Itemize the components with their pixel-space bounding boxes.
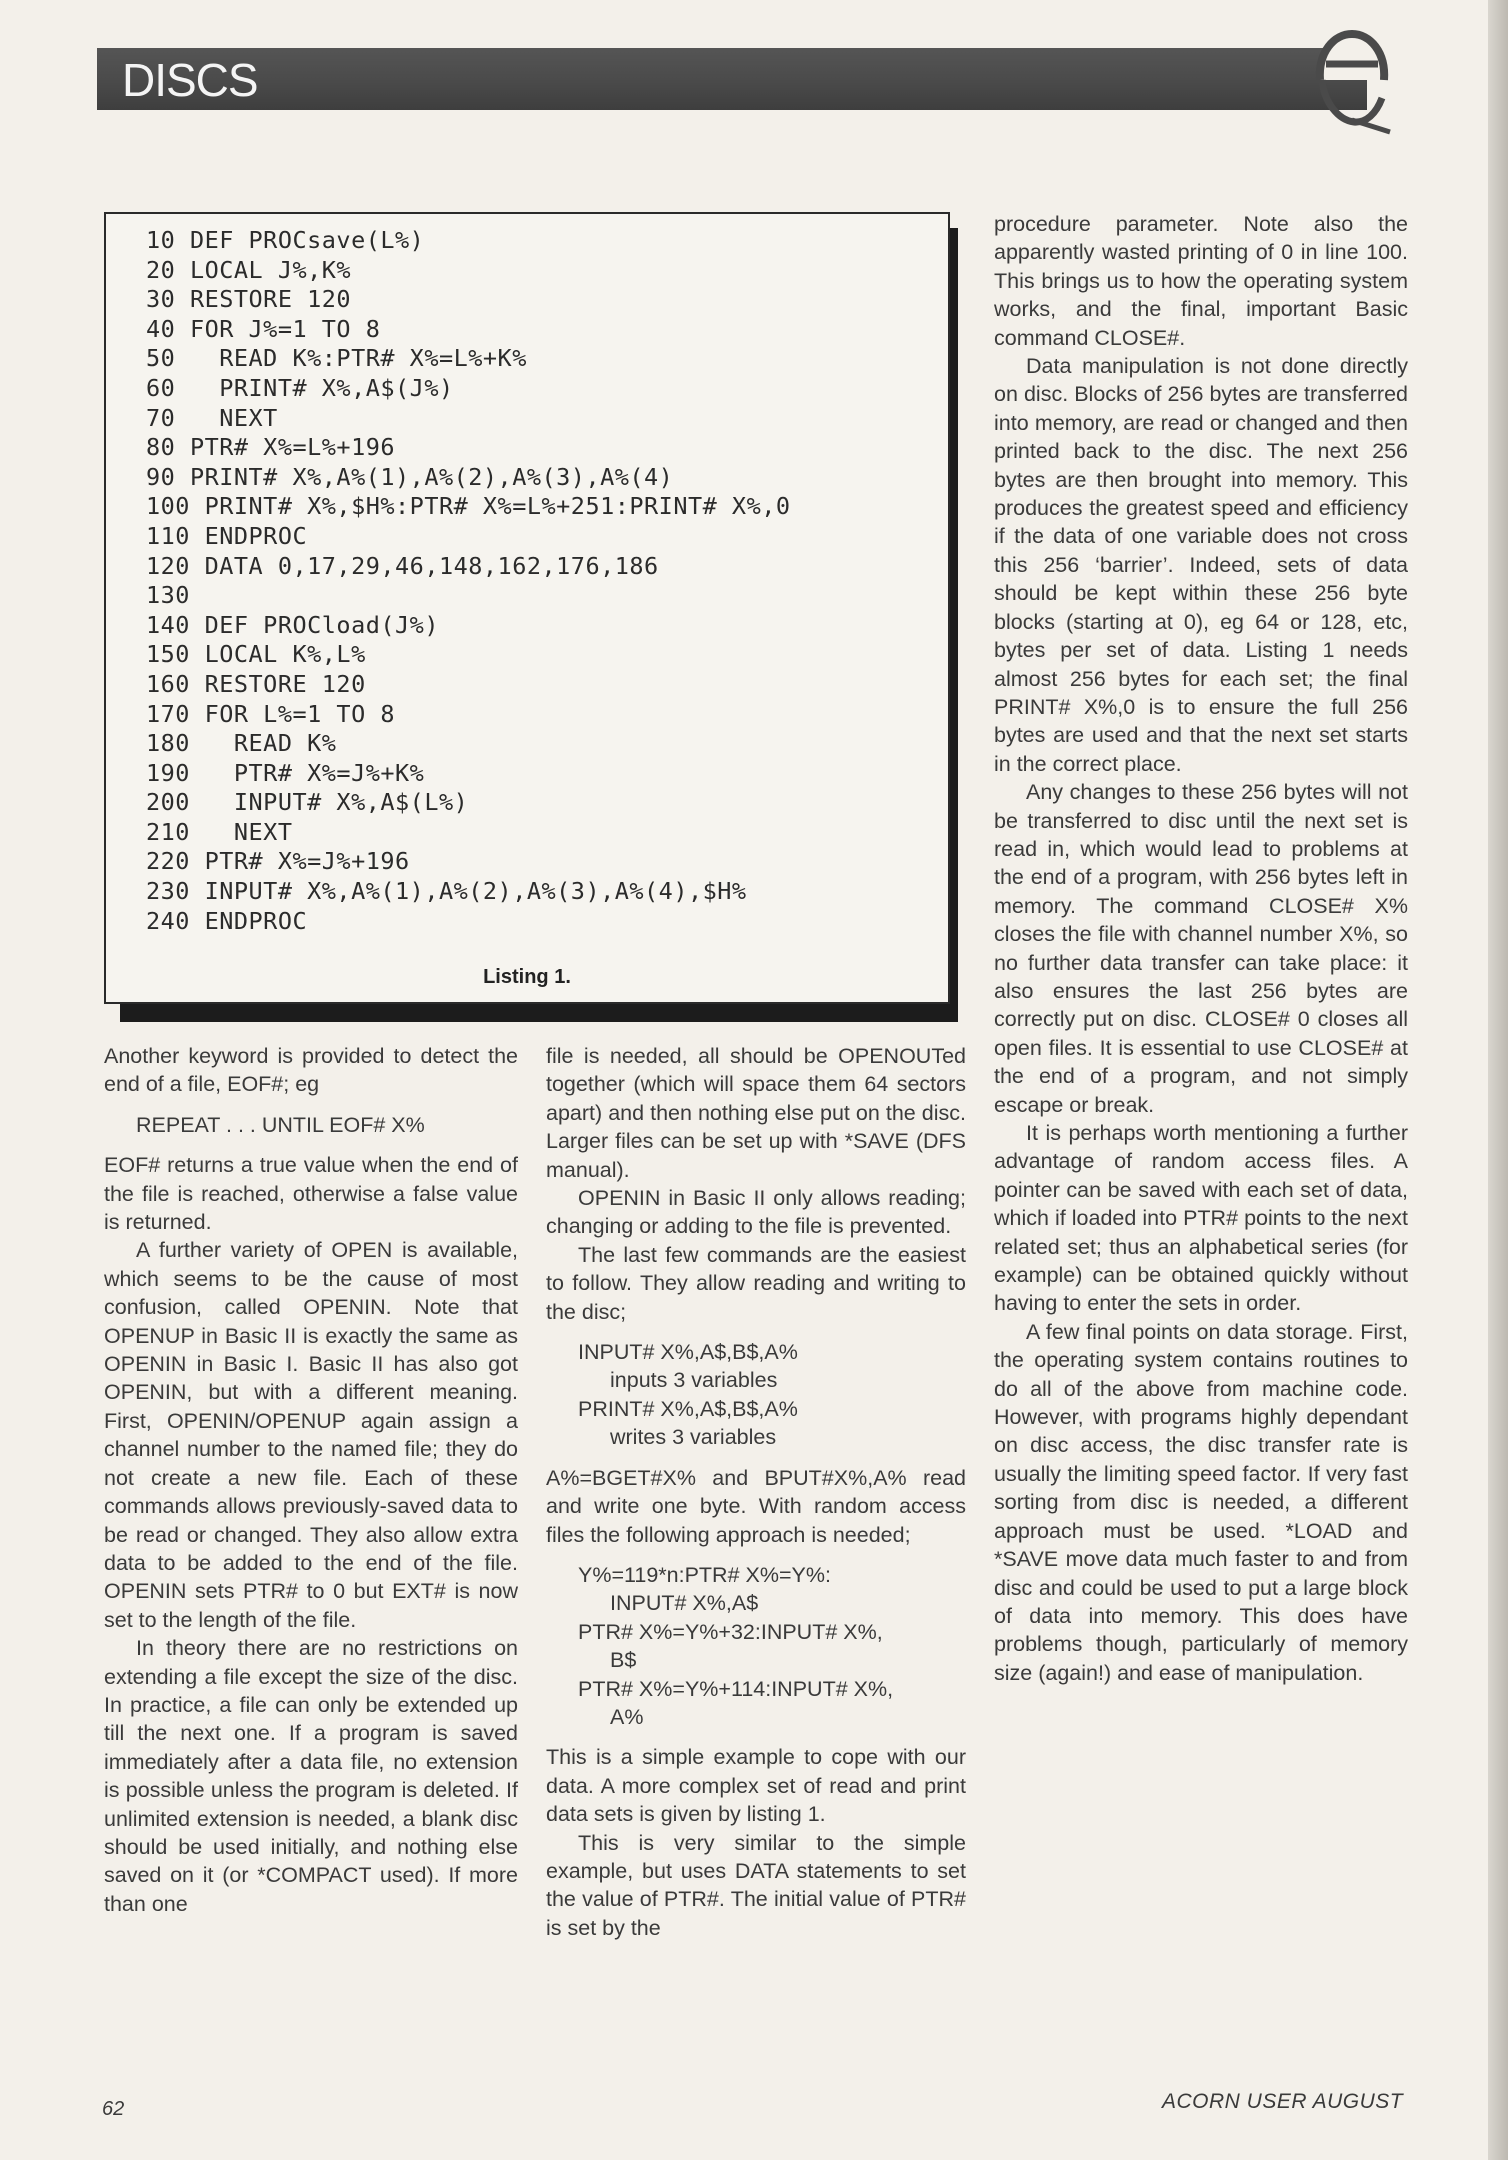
listing-line: 20 LOCAL J%,K% xyxy=(146,255,352,284)
listing-line: 120 DATA 0,17,29,46,148,162,176,186 xyxy=(146,551,659,580)
listing-line: 100 PRINT# X%,$H%:PTR# X%=L%+251:PRINT# X%,0 xyxy=(146,492,791,521)
listing-line: 10 DEF PROCsave(L%) xyxy=(146,226,425,254)
page-number: 62 xyxy=(102,2098,125,2120)
paragraph: procedure parameter. Note also the apparently wasted printing of 0 in line 100. This brings us to how the operating system works, and the final, important Basic command CLOSE#. xyxy=(994,212,1408,350)
paragraph: Another keyword is provided to detect the end of a file, EOF#; eg xyxy=(104,1044,518,1097)
paragraph: OPENIN in Basic II only allows reading; changing or adding to the file is prevented. xyxy=(546,1186,966,1239)
paragraph: Any changes to these 256 bytes will not be transferred to disc until the next set is read in, which would lead to problems at the end of a program, with 256 bytes left in memory. The command CLOSE# X% closes the file with channel number X%, so no further data transfer can take place: it also ensures the last 256 bytes are correctly put on disc. CLOSE# 0 closes all open files. It is essential to use CLOSE# at the end of a program, and not simply escape or break. xyxy=(994,780,1408,1117)
paragraph: Data manipulation is not done directly on disc. Blocks of 256 bytes are transferred into memory, are read or changed and then printed back to the disc. The next 256 bytes are then brought into memory. This produces the greatest speed and efficiency if the data of one variable does not cross this 256 ‘barrier’. Indeed, sets of data should be kept within these 256 byte blocks (starting at 0), eg 64 or 128, etc, bytes per set of data. Listing 1 needs almost 256 bytes for each set; the final PRINT# X%,0 is to ensure the full 256 bytes are used and that the next set starts in the correct place. xyxy=(994,354,1408,776)
listing-line: 80 PTR# X%=L%+196 xyxy=(146,433,396,462)
listing-line: 240 ENDPROC xyxy=(146,906,308,935)
code-example: Y%=119*n:PTR# X%=Y%: INPUT# X%,A$ PTR# X%=Y%+32:INPUT# X%, B$ PTR# X%=Y%+114:INPUT# X%, A% xyxy=(578,1562,894,1729)
listing-line: 190 PTR# X%=J%+K% xyxy=(146,758,425,787)
listing-line: 170 FOR L%=1 TO 8 xyxy=(146,699,396,728)
magazine-footer: ACORN USER AUGUST xyxy=(1162,2090,1404,2113)
paragraph: In theory there are no restrictions on extending a file except the size of the disc. In practice, a file can only be extended up till the next one. If a program is saved immediately after a data file, no extension is possible unless the program is deleted. If unlimited extension is needed, a blank disc should be used initially, and nothing else saved on it (or *COMPACT used). If more than one xyxy=(104,1636,518,1916)
column-middle xyxy=(546,1042,966,1942)
listing-line: 220 PTR# X%=J%+196 xyxy=(146,847,410,876)
paragraph: A few final points on data storage. First, the operating system contains routines to do all of the above from machine code. However, with programs highly dependant on disc access, the disc transfer rate is usually the limiting speed factor. If very fast sorting from disc is needed, a different approach must be used. *LOAD and *SAVE move data much faster to and from disc and could be used to put a large block of data into memory. This does have problems though, particularly of memory size (again!) and ease of manipulation. xyxy=(994,1319,1408,1685)
paragraph: This is very similar to the simple example, but uses DATA statements to set the value of PTR#. The initial value of PTR# is set by the xyxy=(546,1830,966,1940)
listing-line: 230 INPUT# X%,A%(1),A%(2),A%(3),A%(4),$H% xyxy=(146,877,747,906)
paragraph: A further variety of OPEN is available, which seems to be the cause of most confusion, called OPENIN. Note that OPENUP in Basic II is exactly the same as OPENIN in Basic I. Basic II has also got OPENIN, but with a different meaning. First, OPENIN/OPENUP again assign a channel number to the named file; they do not create a new file. Each of these commands allows previously-saved data to be read or changed. They also allow extra data to be added to the end of the file. OPENIN sets PTR# to 0 but EXT# is now set to the length of the file. xyxy=(104,1238,518,1632)
listing-line: 50 READ K%:PTR# X%=L%+K% xyxy=(146,344,527,373)
listing-line: 70 NEXT xyxy=(146,403,278,432)
code-example: INPUT# X%,A$,B$,A% inputs 3 variables PRINT# X%,A$,B$,A% writes 3 variables xyxy=(578,1340,798,1450)
paragraph: It is perhaps worth mentioning a further advantage of random access files. A pointer can be saved with each set of data, which if loaded into PTR# points to the next related set; thus an alphabetical series (for example) can be obtained quickly without having to enter the sets in order. xyxy=(994,1121,1408,1316)
listing-line: 150 LOCAL K%,L% xyxy=(146,640,366,669)
paragraph: The last few commands are the easiest to follow. They allow reading and writing to the disc; xyxy=(546,1242,966,1324)
section-title: DISCS xyxy=(122,54,258,106)
listing-code xyxy=(146,226,791,936)
listing-line: 30 RESTORE 120 xyxy=(146,285,352,314)
listing-line: 160 RESTORE 120 xyxy=(146,669,366,698)
listing-line: 140 DEF PROCload(J%) xyxy=(146,610,439,639)
page-edge-shadow xyxy=(1488,0,1508,2160)
listing-line: 200 INPUT# X%,A$(L%) xyxy=(146,788,469,817)
listing-line: 110 ENDPROC xyxy=(146,521,308,550)
paragraph: A%=BGET#X% and BPUT#X%,A% read and write one byte. With random access files the following approach is needed; xyxy=(546,1465,966,1547)
acorn-logo-icon xyxy=(1310,28,1394,136)
paragraph: This is a simple example to cope with our data. A more complex set of read and print data sets is given by listing 1. xyxy=(546,1745,966,1827)
section-header-bar xyxy=(97,48,1367,110)
listing-line: 180 READ K% xyxy=(146,729,337,758)
paragraph: EOF# returns a true value when the end of the file is reached, otherwise a false value is returned. xyxy=(104,1153,518,1235)
column-right xyxy=(994,210,1408,1687)
listing-line: 130 xyxy=(146,581,190,610)
column-left xyxy=(104,1042,518,1918)
listing-line: 90 PRINT# X%,A%(1),A%(2),A%(3),A%(4) xyxy=(146,462,674,491)
code-example: REPEAT . . . UNTIL EOF# X% xyxy=(136,1112,425,1137)
listing-line: 60 PRINT# X%,A$(J%) xyxy=(146,373,454,402)
paragraph: file is needed, all should be OPENOUTed together (which will space them 64 sectors apart) and then nothing else put on the disc. Larger files can be set up with *SAVE (DFS manual). xyxy=(546,1044,966,1182)
listing-caption: Listing 1. xyxy=(483,966,571,988)
listing-box xyxy=(104,212,950,1004)
listing-line: 40 FOR J%=1 TO 8 xyxy=(146,314,381,343)
listing-line: 210 NEXT xyxy=(146,817,293,846)
